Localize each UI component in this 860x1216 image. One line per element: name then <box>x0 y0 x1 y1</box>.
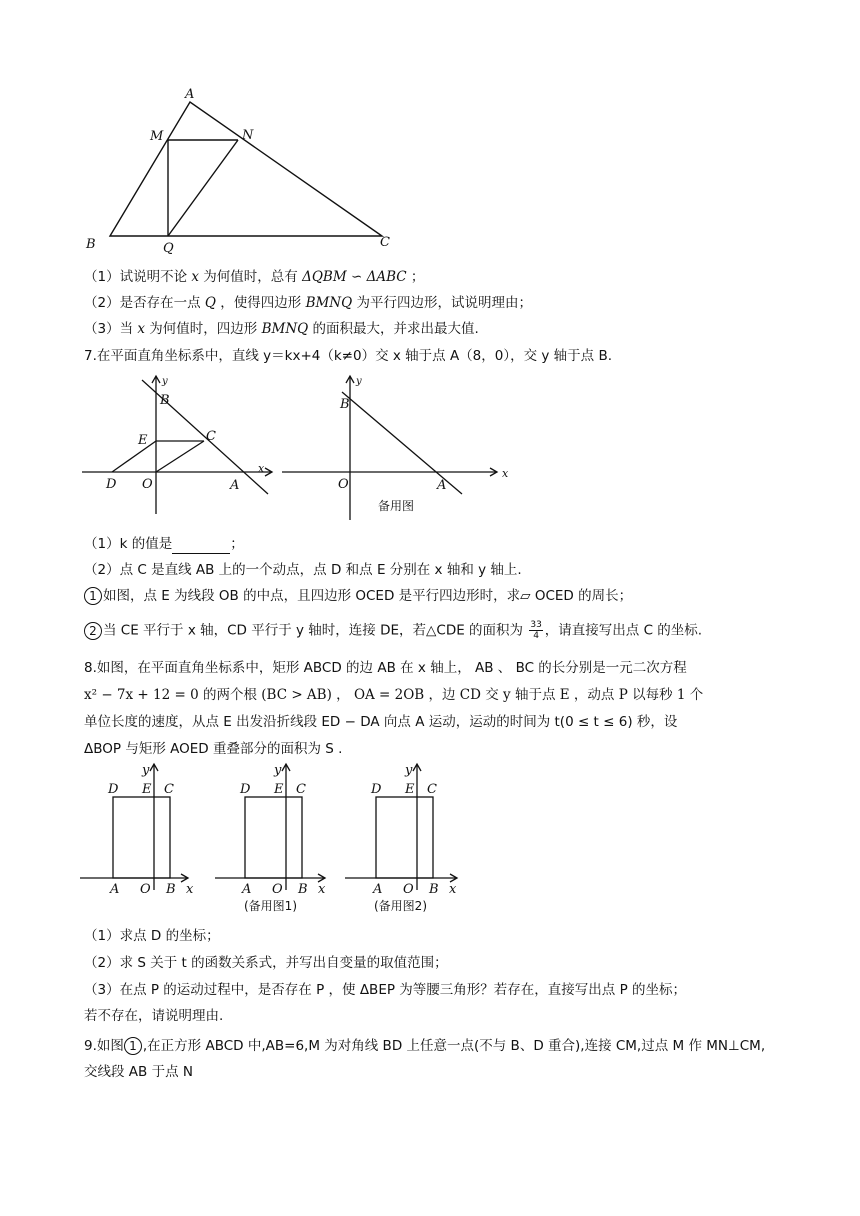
svg-text:D: D <box>108 782 119 797</box>
svg-text:O: O <box>338 477 349 492</box>
svg-text:D: D <box>106 477 117 492</box>
svg-text:C: C <box>296 782 306 797</box>
q8-line2: x² − 7x + 12 = 0 的两个根 (BC > AB) ， OA = 2OB ，边 CD 交 y 轴于点 E ，动点 P 以每秒 1 个 <box>84 687 704 703</box>
svg-text:C: C <box>206 429 216 444</box>
q7-part1: （1）k 的值是 ； <box>84 536 244 552</box>
circled-number-1: 1 <box>84 587 102 605</box>
q8-line1: 8.如图，在平面直角坐标系中，矩形 ABCD 的边 AB 在 x 轴上， AB 、 BC 的长分别是一元二次方程 <box>84 660 687 676</box>
svg-text:B: B <box>160 393 170 408</box>
circled-number-1: 1 <box>124 1037 142 1055</box>
svg-text:y: y <box>274 763 282 778</box>
svg-text:C: C <box>164 782 174 797</box>
label-a: A <box>185 87 195 102</box>
svg-text:x: x <box>186 882 194 897</box>
svg-text:E: E <box>138 433 148 448</box>
label-m: M <box>150 129 164 144</box>
svg-text:A: A <box>230 478 240 493</box>
svg-text:y: y <box>162 376 168 387</box>
triangle-figure <box>80 84 400 254</box>
spare-figure-caption: 备用图 <box>378 499 415 513</box>
q8-part2: （2）求 S 关于 t 的函数关系式，并写出自变量的取值范围； <box>84 955 448 971</box>
q8-part1: （1）求点 D 的坐标； <box>84 928 220 944</box>
svg-text:C: C <box>427 782 437 797</box>
svg-text:A: A <box>242 882 252 897</box>
q6-part3: （3）当 x 为何值时，四边形 BMNQ 的面积最大，并求出最大值. <box>84 321 479 337</box>
svg-text:O: O <box>403 882 414 897</box>
segment-qn <box>168 140 238 236</box>
svg-text:y: y <box>405 763 413 778</box>
svg-text:B: B <box>429 882 439 897</box>
q9-line2: 交线段 AB 于点 N <box>84 1064 193 1080</box>
q6-part2: （2）是否存在一点 Q ，使得四边形 BMNQ 为平行四边形，试说明理由； <box>84 295 532 311</box>
caption-spare-1: (备用图1) <box>244 899 297 913</box>
q9-line1: 9.如图 1 ,在正方形 ABCD 中,AB=6,M 为对角线 BD 上任意一点(不与 B、D 重合),连接 CM,过点 M 作 MN⊥CM, <box>84 1038 766 1054</box>
svg-text:y: y <box>356 376 362 387</box>
svg-text:B: B <box>166 882 176 897</box>
label-q: Q <box>163 241 174 254</box>
q8-line4: ΔBOP 与矩形 AOED 重叠部分的面积为 S . <box>84 741 343 757</box>
svg-text:D: D <box>371 782 382 797</box>
q7-part2: （2）点 C 是直线 AB 上的一个动点，点 D 和点 E 分别在 x 轴和 y 轴上. <box>84 562 522 578</box>
q7-sub1: 1 如图，点 E 为线段 OB 的中点，且四边形 OCED 是平行四边形时，求▱ OCED 的周长； <box>84 586 632 606</box>
label-b: B <box>86 237 96 252</box>
q7-stem: 7.在平面直角坐标系中，直线 y＝kx+4（k≠0）交 x 轴于点 A（8，0），交 y 轴于点 B. <box>84 348 613 364</box>
q8-part3b: 若不存在，请说明理由. <box>84 1008 224 1024</box>
q7-sub2: 2 当 CE 平行于 x 轴，CD 平行于 y 轴时，连接 DE，若△CDE 的面积为 $\frac{33}{4}$ ，请直接写出点 C 的坐标. <box>84 620 702 641</box>
svg-text:x: x <box>258 462 265 475</box>
label-n: N <box>242 128 254 143</box>
svg-text:A: A <box>110 882 120 897</box>
answer-blank[interactable] <box>172 539 230 554</box>
q8-part3a: （3）在点 P 的运动过程中，是否存在 P ，使 ΔBEP 为等腰三角形？若存在，直接写出点 P 的坐标； <box>84 982 687 998</box>
svg-text:B: B <box>340 397 350 412</box>
svg-text:E: E <box>142 782 152 797</box>
svg-text:E: E <box>274 782 284 797</box>
svg-text:D: D <box>240 782 251 797</box>
caption-spare-2: (备用图2) <box>374 899 427 913</box>
q6-part1: （1）试说明不论 x 为何值时，总有 ΔQBM ∽ ΔABC ； <box>84 269 425 285</box>
svg-text:O: O <box>272 882 283 897</box>
svg-text:A: A <box>373 882 383 897</box>
circled-number-2: 2 <box>84 622 102 640</box>
triangle-abc <box>110 102 382 236</box>
q8-line3: 单位长度的速度，从点 E 出发沿折线段 ED − DA 向点 A 运动，运动的时间为 t(0 ≤ t ≤ 6) 秒，设 <box>84 714 678 730</box>
svg-text:O: O <box>140 882 151 897</box>
svg-text:x: x <box>318 882 326 897</box>
svg-text:B: B <box>298 882 308 897</box>
svg-text:A: A <box>437 478 447 493</box>
q8-figures <box>80 760 480 918</box>
q7-figure-main <box>82 372 282 522</box>
svg-text:y: y <box>142 763 150 778</box>
svg-text:x: x <box>502 467 509 480</box>
svg-text:x: x <box>449 882 457 897</box>
q7-figure-spare <box>282 372 512 522</box>
svg-text:E: E <box>405 782 415 797</box>
svg-text:O: O <box>142 477 153 492</box>
label-c: C <box>380 235 390 250</box>
fraction-33-4: $\frac{33}{4}$ <box>530 620 542 641</box>
